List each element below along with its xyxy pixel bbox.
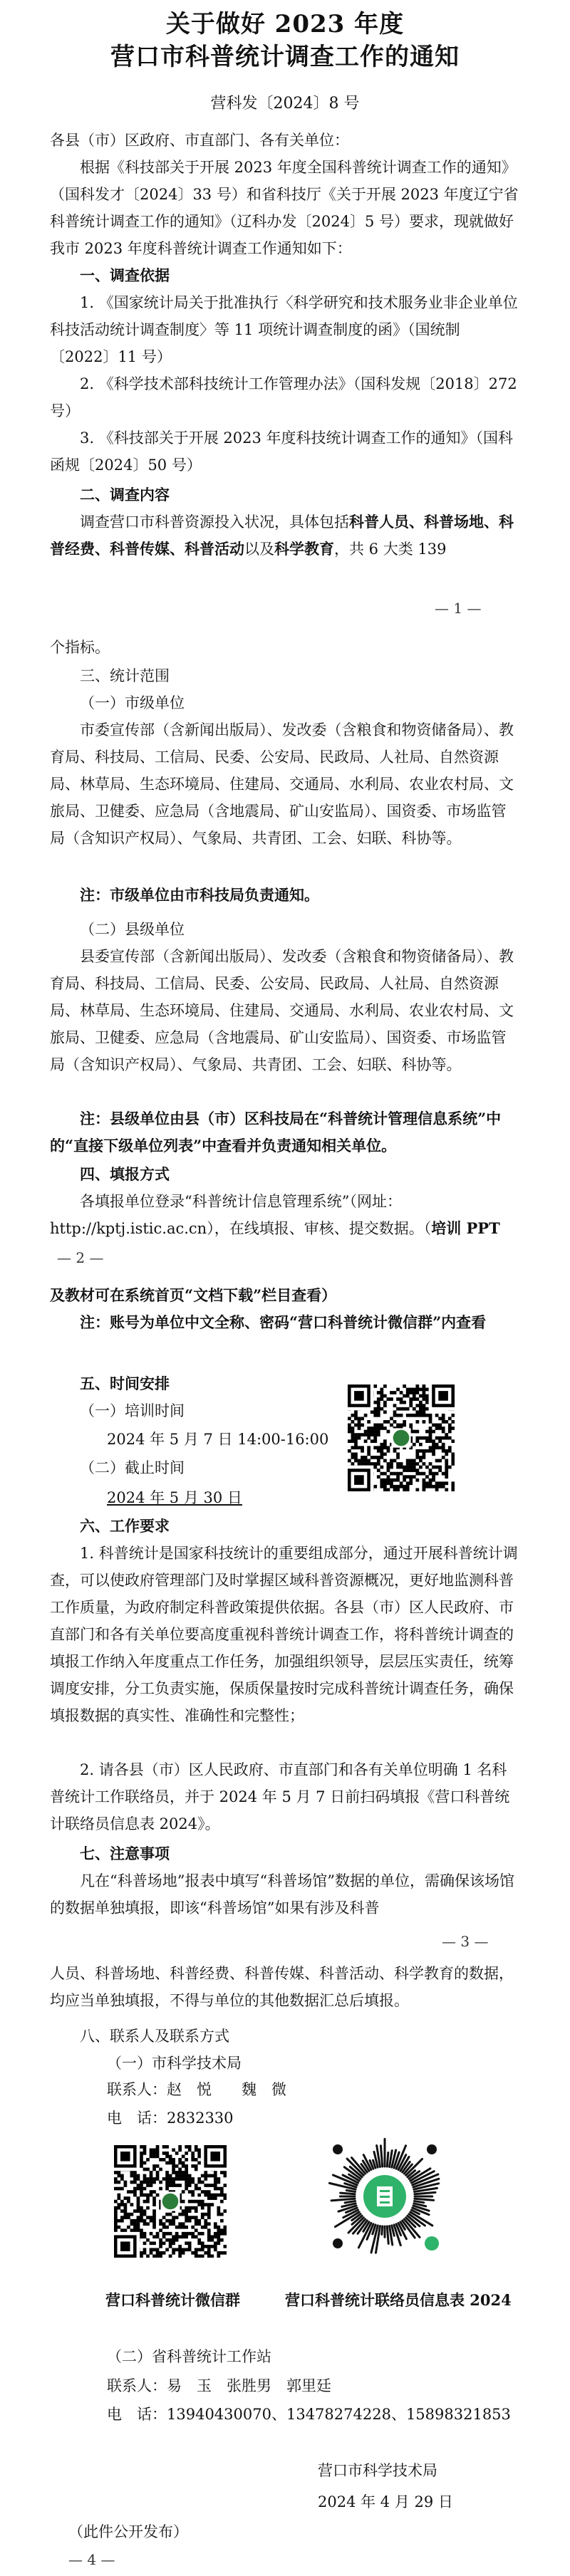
county-units-note: 注：县级单位由县（市）区科技局在“科普统计管理信息系统”中的“直接下级单位列表”中查看并负责通知相关单位。 — [50, 1110, 502, 1154]
reporting-method-paragraph — [50, 1188, 520, 1242]
contact-person-2 — [107, 2372, 331, 2400]
contact-phone-1 — [107, 2104, 234, 2132]
wechat-group-qr-code-small[interactable] — [348, 1385, 455, 1491]
intro-paragraph: 根据《科技部关于开展 2023 年度全国科普统计调查工作的通知》（国科发才〔2024〕33 号）和省科技厅《关于开展 2023 年度辽宁省科普统计调查工作的通知》（辽科办发〔2024〕5 号）要求，现就做好我市 2023 年度科普统计调查工作通知如下： — [50, 159, 519, 257]
salutation: 各县（市）区政府、市直部门、各有关单位： — [50, 132, 349, 149]
document-number: 营科发〔2024〕8 号 — [210, 95, 360, 113]
phone-label-2: 电 话： — [107, 2406, 167, 2423]
qr-code-icon — [348, 1385, 455, 1491]
phone-label-1: 电 话： — [107, 2110, 167, 2127]
deadline-label: （二）截止时间 — [80, 1459, 185, 1476]
survey-content-continuation: 个指标。 — [50, 639, 110, 656]
page-number-2: — 2 — — [57, 1249, 104, 1266]
city-units-list: 市委宣传部（含新闻出版局）、发改委（含粮食和物资储备局）、教育局、科技局、工信局、民委、公安局、民政局、人社局、自然资源局、林草局、生态环境局、住建局、交通局、水利局、农业农村局、文旅局、卫健委、应急局（含地震局、矿山安监局）、国资委、市场监管局（含知识产权局）、气象局、共青团、工会、妇联、科协等。 — [50, 721, 514, 847]
title-line-1: 关于做好 2023 年度 — [165, 10, 405, 38]
title-line-2: 营口市科普统计调查工作的通知 — [110, 43, 460, 71]
wechat-group-qr-code[interactable] — [114, 2145, 227, 2258]
deadline: 2024 年 5 月 30 日 — [107, 1489, 242, 1506]
survey-content-text-c: ，共 6 大类 139 — [334, 541, 447, 558]
section6-heading: 六、工作要求 — [80, 1517, 170, 1535]
requirement-item-1: 1. 科普统计是国家科技统计的重要组成部分，通过开展科普统计调查，可以使政府管理部门及时掌握区域科普资源概况，更好地监测科普工作质量，为政府制定科普政策提供依据。各县（市）区人民政府、市直部门和各有关单位要高度重视科普统计调查工作，将科普统计调查的填报工作纳入年度重点工作任务，加强组织领导，层层压实责任，统筹调度安排，分工负责实施，保质保量按时完成科普统计调查任务，确保填报数据的真实性、准确性和完整性； — [50, 1545, 518, 1724]
mini-program-code-icon — [322, 2134, 447, 2259]
liaison-form-mini-program-code[interactable] — [322, 2134, 447, 2259]
reporting-method-continuation: 及教材可在系统首页“文档下载”栏目查看） — [50, 1286, 337, 1304]
contact-label-2: 联系人： — [107, 2377, 167, 2394]
page-number-4: — 4 — — [68, 2551, 115, 2568]
account-note: 注：账号为单位中文全称、密码“营口科普统计微信群”内查看 — [80, 1313, 487, 1331]
section5-heading: 五、时间安排 — [80, 1375, 170, 1392]
county-units-heading: （二）县级单位 — [80, 921, 185, 938]
survey-content-science-education: 科学教育 — [274, 540, 334, 558]
contact-phone-2 — [107, 2400, 511, 2429]
contact-org-2: （二）省科普统计工作站 — [107, 2348, 271, 2365]
issue-date: 2024 年 4 月 29 日 — [318, 2493, 453, 2510]
survey-content-text-a: 调查营口市科普资源投入状况，具体包括 — [80, 513, 349, 531]
basis-item-1: 1. 《国家统计局关于批准执行〈科学研究和技术服务业非企业单位科技活动统计调查制度〉等 11 项统计调查制度的函》（国统制〔2022〕11 号） — [50, 294, 518, 365]
training-ppt-label: 培训 PPT — [431, 1219, 500, 1237]
section7-heading: 七、注意事项 — [80, 1845, 170, 1862]
training-time: 2024 年 5 月 7 日 14:00-16:00 — [107, 1431, 329, 1448]
qr-caption-wechat-group: 营口科普统计微信群 — [105, 2291, 240, 2309]
page-number-1: — 1 — — [435, 600, 482, 617]
county-units-list: 县委宣传部（含新闻出版局）、发改委（含粮食和物资储备局）、教育局、科技局、工信局、民委、公安局、民政局、人社局、自然资源局、林草局、生态环境局、住建局、交通局、水利局、农业农村局、文旅局、卫健委、应急局（含地震局、矿山安监局）、国资委、市场监管局（含知识产权局）、气象局、共青团、工会、妇联、科协等。 — [50, 948, 514, 1073]
qr-caption-liaison-form: 营口科普统计联络员信息表 2024 — [285, 2291, 512, 2309]
survey-content-text-b: 以及 — [244, 541, 274, 558]
contact-org-1: （一）市科学技术局 — [107, 2055, 242, 2072]
contact-names-2: 易 玉 张胜男 郭里廷 — [167, 2377, 331, 2394]
notes-paragraph-a: 凡在“科普场地”报表中填写“科普场馆”数据的单位，需确保该场馆的数据单独填报，即该“科普场馆”如果有涉及科普 — [50, 1872, 514, 1917]
section8-heading: 八、联系人及联系方式 — [80, 2028, 229, 2045]
city-units-note: 注：市级单位由市科技局负责通知。 — [80, 886, 319, 904]
requirement-item-2: 2. 请各县（市）区人民政府、市直部门和各有关单位明确 1 名科普统计工作联络员，并于 2024 年 5 月 7 日前扫码填报《营口科普统计联络员信息表 2024》。 — [50, 1761, 510, 1832]
section2-heading: 二、调查内容 — [80, 486, 170, 504]
notes-paragraph-b: 人员、科普场地、科普经费、科普传媒、科普活动、科学教育的数据，均应当单独填报，不得与单位的其他数据汇总后填报。 — [50, 1965, 514, 2009]
contact-label-1: 联系人： — [107, 2081, 167, 2098]
phone-number-1: 2832330 — [167, 2110, 234, 2127]
contact-names-1: 赵 悦 魏 微 — [167, 2081, 286, 2098]
survey-content-paragraph — [50, 509, 520, 563]
publication-note: （此件公开发布） — [68, 2523, 188, 2540]
training-time-label: （一）培训时间 — [80, 1402, 185, 1419]
reporting-method-text: 各填报单位登录“科普统计信息管理系统”（网址：http://kptj.istic.ac.cn），在线填报、审核、提交数据。（ — [50, 1193, 432, 1237]
survey-content-categories: 科普人员、科普场地、科普经费、科普传媒、科普活动 — [50, 513, 514, 558]
city-units-heading: （一）市级单位 — [80, 694, 185, 711]
contact-person-1 — [107, 2075, 286, 2104]
basis-item-3: 3. 《科技部关于开展 2023 年度科技统计调查工作的通知》（国科函规〔2024〕50 号） — [50, 429, 514, 474]
phone-numbers-2: 13940430070、13478274228、15898321853 — [167, 2406, 511, 2423]
section1-heading: 一、调查依据 — [80, 266, 170, 284]
basis-item-2: 2. 《科学技术部科技统计工作管理办法》（国科发规〔2018〕272 号） — [50, 375, 517, 419]
section4-heading: 四、填报方式 — [80, 1165, 170, 1183]
qr-code-icon — [114, 2145, 227, 2258]
section3-heading: 三、统计范围 — [80, 667, 170, 684]
page-number-3: — 3 — — [442, 1933, 489, 1950]
issuer: 营口市科学技术局 — [318, 2462, 437, 2479]
